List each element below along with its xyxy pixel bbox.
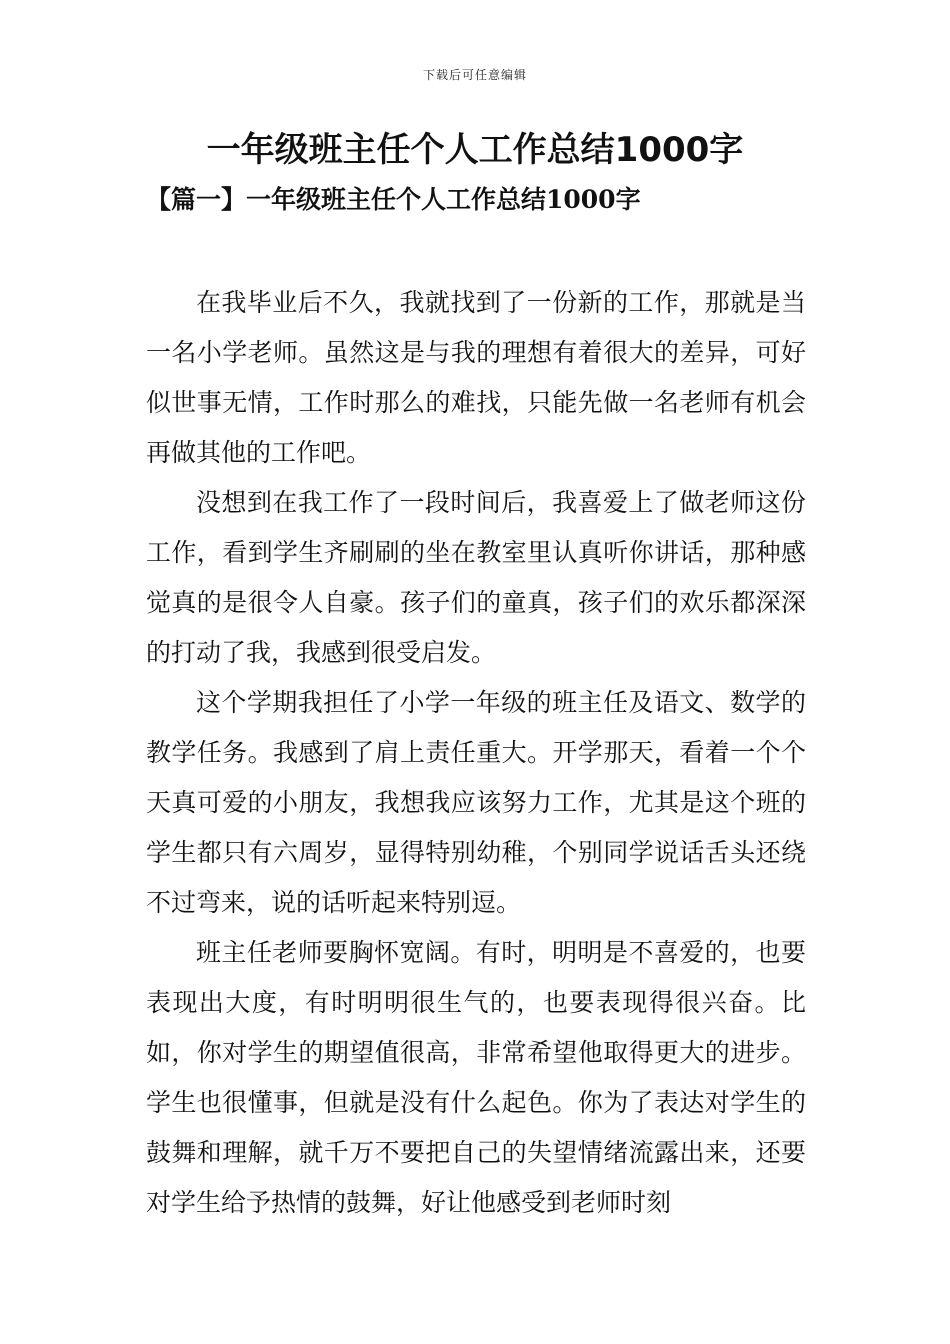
section-heading: 【篇一】一年级班主任个人工作总结1000字 bbox=[146, 185, 641, 214]
paragraph-3: 这个学期我担任了小学一年级的班主任及语文、数学的教学任务。我感到了肩上责任重大。开学那天，看着一个个天真可爱的小朋友，我想我应该努力工作，尤其是这个班的学生都只有六周岁，显得特别幼稚，个别同学说话舌头还绕不过弯来，说的话听起来特别逗。 bbox=[146, 688, 806, 917]
body-text bbox=[146, 278, 806, 1228]
document-title: 一年级班主任个人工作总结1000字 bbox=[206, 130, 744, 170]
paragraph-4: 班主任老师要胸怀宽阔。有时，明明是不喜爱的，也要表现出大度，有时明明很生气的，也要表现得很兴奋。比如，你对学生的期望值很高，非常希望他取得更大的进步。学生也很懂事，但就是没有什么起色。你为了表达对学生的鼓舞和理解，就千万不要把自己的失望情绪流露出来，还要对学生给予热情的鼓舞，好让他感受到老师时刻 bbox=[146, 938, 806, 1217]
paragraph-1: 在我毕业后不久，我就找到了一份新的工作，那就是当一名小学老师。虽然这是与我的理想有着很大的差异，可好似世事无情，工作时那么的难找，只能先做一名老师有机会再做其他的工作吧。 bbox=[146, 288, 806, 467]
header-note: 下载后可任意编辑 bbox=[422, 68, 527, 82]
paragraph-2: 没想到在我工作了一段时间后，我喜爱上了做老师这份工作，看到学生齐刷刷的坐在教室里认真听你讲话，那种感觉真的是很令人自豪。孩子们的童真，孩子们的欢乐都深深的打动了我，我感到很受启发。 bbox=[146, 488, 806, 667]
